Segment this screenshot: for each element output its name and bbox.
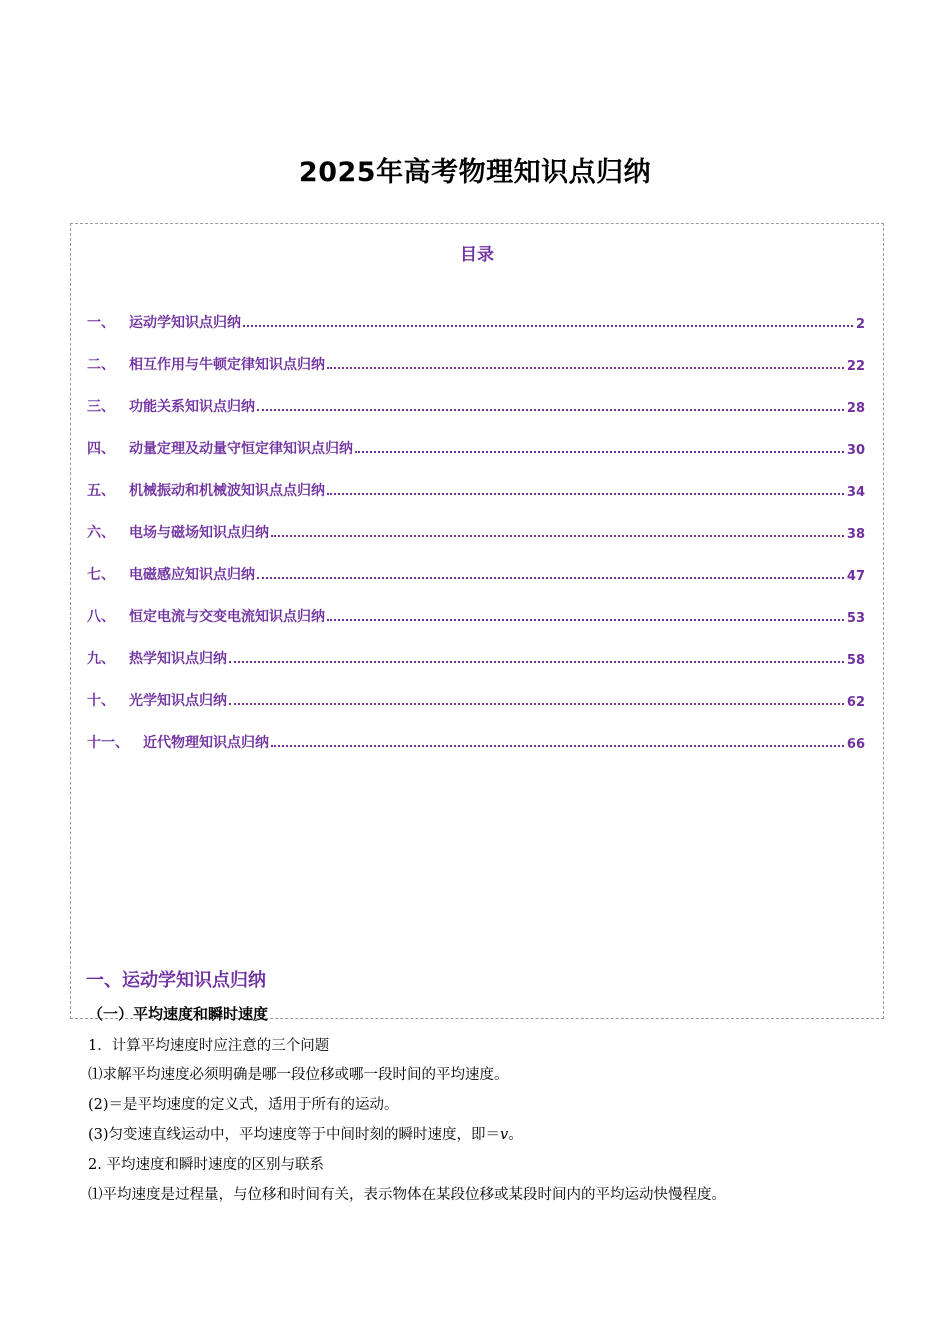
table-of-contents: [70, 223, 884, 1019]
toc-entry[interactable]: [87, 604, 865, 626]
toc-entry[interactable]: [87, 436, 865, 458]
toc-entry-page: 28: [846, 401, 865, 416]
velocity-variable: v: [500, 1127, 509, 1143]
toc-entry-page: 53: [846, 611, 865, 626]
document-title: 2025年高考物理知识点归纳: [298, 157, 652, 188]
paragraph: 2. 平均速度和瞬时速度的区别与联系: [88, 1157, 324, 1173]
toc-entry-title: 光学知识点归纳: [129, 693, 227, 709]
toc-leader-dots: [271, 534, 844, 537]
toc-leader-dots: [257, 576, 844, 579]
toc-leader-dots: [327, 618, 844, 621]
paragraph-end: 。: [508, 1127, 523, 1143]
toc-leader-dots: [327, 492, 844, 495]
toc-entry-number: 二、: [87, 357, 115, 373]
toc-leader-dots: [355, 450, 844, 453]
toc-entry-number: 一、: [87, 315, 115, 331]
toc-leader-dots: [229, 660, 844, 663]
toc-entry[interactable]: [87, 478, 865, 500]
toc-entry-number: 十、: [87, 693, 115, 709]
toc-entry-page: 66: [846, 737, 865, 752]
toc-entry-title: 功能关系知识点归纳: [129, 399, 255, 415]
toc-entry-page: 58: [846, 653, 865, 668]
toc-entry-page: 2: [855, 317, 865, 332]
paragraph-text: (3)匀变速直线运动中，平均速度等于中间时刻的瞬时速度，即＝: [88, 1127, 501, 1143]
toc-entry[interactable]: [87, 520, 865, 542]
toc-entry-number: 七、: [87, 567, 115, 583]
toc-entry-page: 34: [846, 485, 865, 500]
toc-entry-page: 30: [846, 443, 865, 458]
toc-leader-dots: [271, 744, 844, 747]
toc-entry-title: 近代物理知识点归纳: [143, 735, 269, 751]
toc-entry-title: 电磁感应知识点归纳: [129, 567, 255, 583]
paragraph: 1．计算平均速度时应注意的三个问题: [88, 1038, 330, 1054]
toc-entry[interactable]: [87, 730, 865, 752]
toc-entry-number: 十一、: [87, 735, 129, 751]
toc-entry-title: 恒定电流与交变电流知识点归纳: [129, 609, 325, 625]
toc-entry-title: 热学知识点归纳: [129, 651, 227, 667]
toc-entry-title: 相互作用与牛顿定律知识点归纳: [129, 357, 325, 373]
toc-entry-title: 电场与磁场知识点归纳: [129, 525, 269, 541]
paragraph: (2)＝是平均速度的定义式，适用于所有的运动。: [88, 1097, 399, 1113]
toc-entry-page: 62: [846, 695, 865, 710]
toc-leader-dots: [327, 366, 844, 369]
subsection-heading: （一）平均速度和瞬时速度: [88, 1005, 269, 1023]
toc-heading: 目录: [460, 245, 494, 265]
toc-leader-dots: [229, 702, 844, 705]
paragraph: ⑴求解平均速度必须明确是哪一段位移或哪一段时间的平均速度。: [88, 1067, 509, 1083]
toc-entry-title: 动量定理及动量守恒定律知识点归纳: [129, 441, 353, 457]
toc-entry-page: 47: [846, 569, 865, 584]
toc-entry[interactable]: [87, 310, 865, 332]
toc-entry-title: 运动学知识点归纳: [129, 315, 241, 331]
paragraph: ⑴平均速度是过程量，与位移和时间有关，表示物体在某段位移或某段时间内的平均运动快慢程度。: [88, 1187, 726, 1203]
toc-entry-page: 38: [846, 527, 865, 542]
toc-entry-number: 三、: [87, 399, 115, 415]
toc-entry[interactable]: [87, 562, 865, 584]
toc-entry-title: 机械振动和机械波知识点点归纳: [129, 483, 325, 499]
toc-entry[interactable]: [87, 646, 865, 668]
toc-entry-number: 四、: [87, 441, 115, 457]
toc-entry[interactable]: [87, 352, 865, 374]
toc-leader-dots: [257, 408, 844, 411]
section-heading: 一、运动学知识点归纳: [86, 970, 266, 991]
toc-entry-number: 六、: [87, 525, 115, 541]
toc-entry-number: 八、: [87, 609, 115, 625]
toc-entry-page: 22: [846, 359, 865, 374]
paragraph: [88, 1123, 523, 1144]
toc-entry-number: 五、: [87, 483, 115, 499]
toc-entry[interactable]: [87, 688, 865, 710]
toc-leader-dots: [243, 324, 853, 327]
toc-entry-number: 九、: [87, 651, 115, 667]
toc-entry[interactable]: [87, 394, 865, 416]
